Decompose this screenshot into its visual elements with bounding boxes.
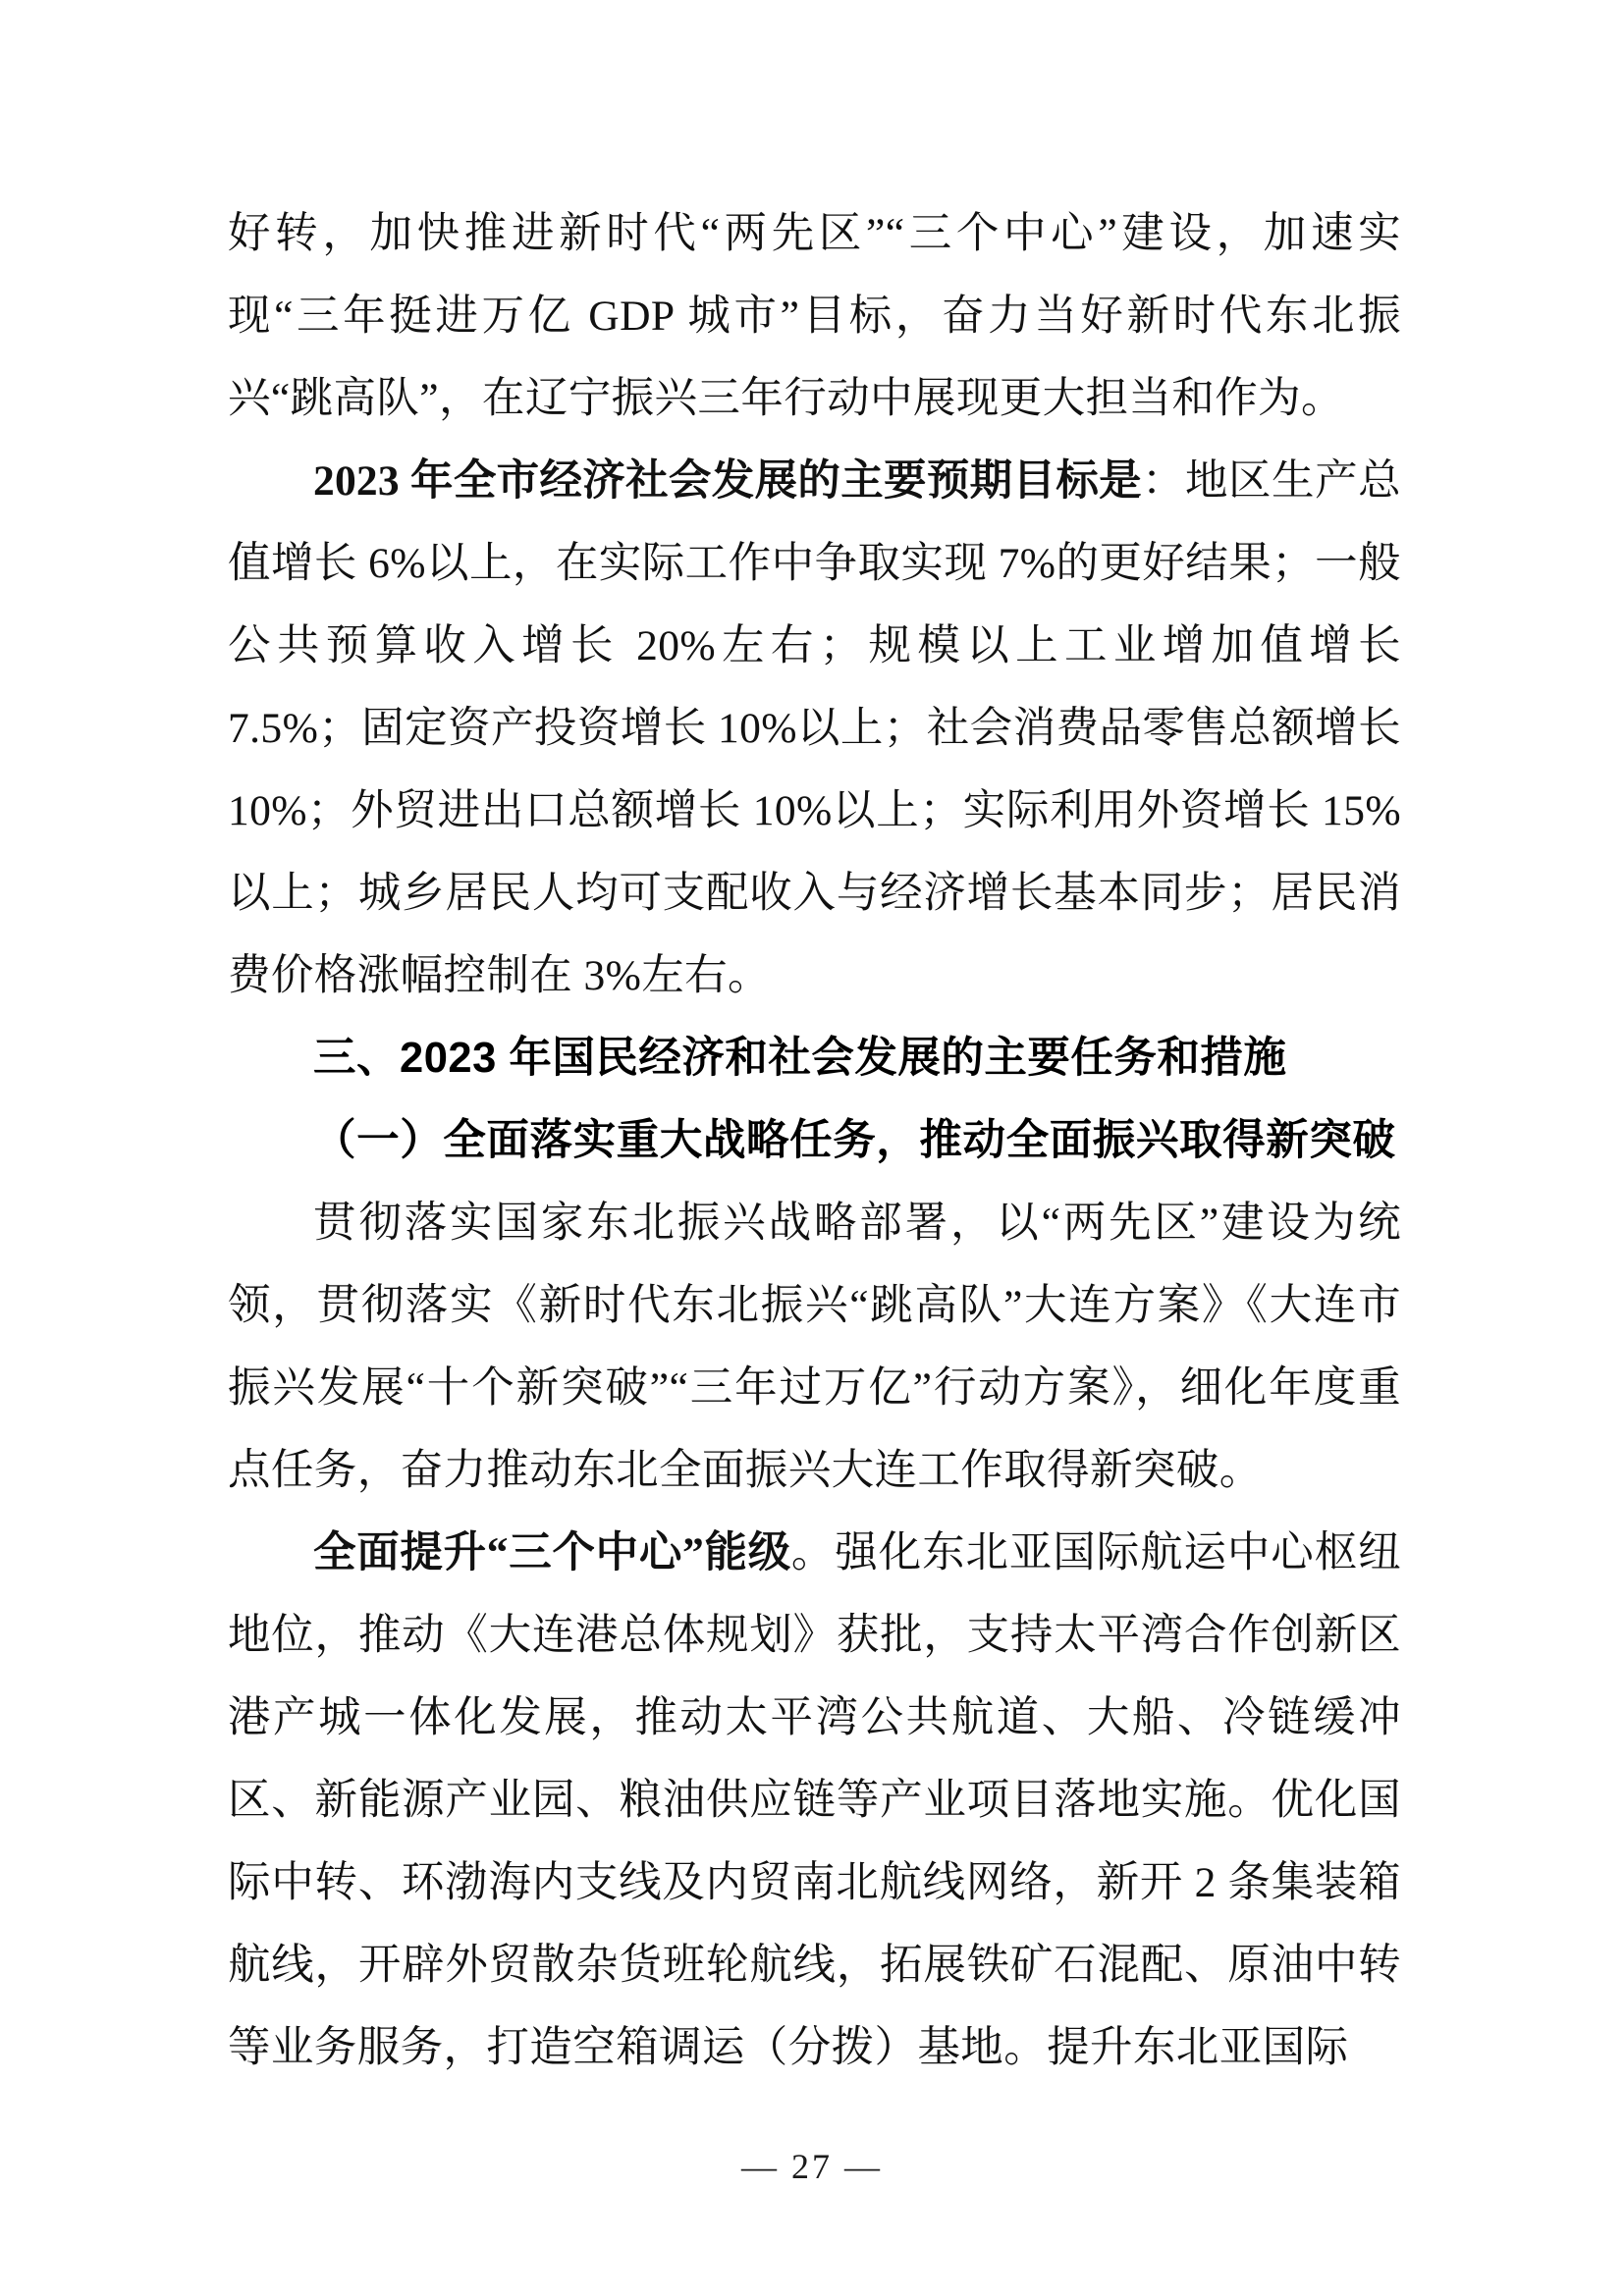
paragraph-three-centers	[228, 1512, 1401, 2089]
page-content	[228, 192, 1401, 2089]
heading-subsection-one: （一）全面落实重大战略任务，推动全面振兴取得新突破	[313, 1117, 1396, 1164]
heading-section-three: 三、2023 年国民经济和社会发展的主要任务和措施	[313, 1035, 1287, 1082]
page-number: — 27 —	[741, 2147, 883, 2186]
paragraph-three-centers-body: 。强化东北亚国际航运中心枢纽地位，推动《大连港总体规划》获批，支持太平湾合作创新区港产城一体化发展，推动太平湾公共航道、大船、冷链缓冲区、新能源产业园、粮油供应链等产业项目落地实施。优化国际中转、环渤海内支线及内贸南北航线网络，新开 2 条集装箱航线，开辟外贸散杂货班轮航线，拓展铁矿石混配、原油中转等业务服务，打造空箱调运（分拨）基地。提升东北亚国际	[228, 1529, 1401, 2071]
bold-lead-economic-targets: 2023 年全市经济社会发展的主要预期目标是	[313, 457, 1142, 505]
bold-lead-three-centers: 全面提升“三个中心”能级	[313, 1529, 791, 1576]
paragraph-economic-targets-body: ：地区生产总值增长 6%以上，在实际工作中争取实现 7%的更好结果；一般公共预算收入增长 20%左右；规模以上工业增加值增长 7.5%；固定资产投资增长 10%以上；社会消费品零售总额增长 10%；外贸进出口总额增长 10%以上；实际利用外资增长 15%以上；城乡居民人均可支配收入与经济增长基本同步；居民消费价格涨幅控制在 3%左右。	[228, 457, 1401, 999]
paragraph-continuation: 好转，加快推进新时代“两先区”“三个中心”建设，加速实现“三年挺进万亿 GDP 城市”目标，奋力当好新时代东北振兴“跳高队”，在辽宁振兴三年行动中展现更大担当和作为。	[228, 210, 1401, 422]
paragraph-northeast-revitalization: 贯彻落实国家东北振兴战略部署，以“两先区”建设为统领，贯彻落实《新时代东北振兴“跳高队”大连方案》《大连市振兴发展“十个新突破”“三年过万亿”行动方案》，细化年度重点任务，奋力推动东北全面振兴大连工作取得新突破。	[228, 1200, 1401, 1494]
paragraph-economic-targets	[228, 440, 1401, 1017]
